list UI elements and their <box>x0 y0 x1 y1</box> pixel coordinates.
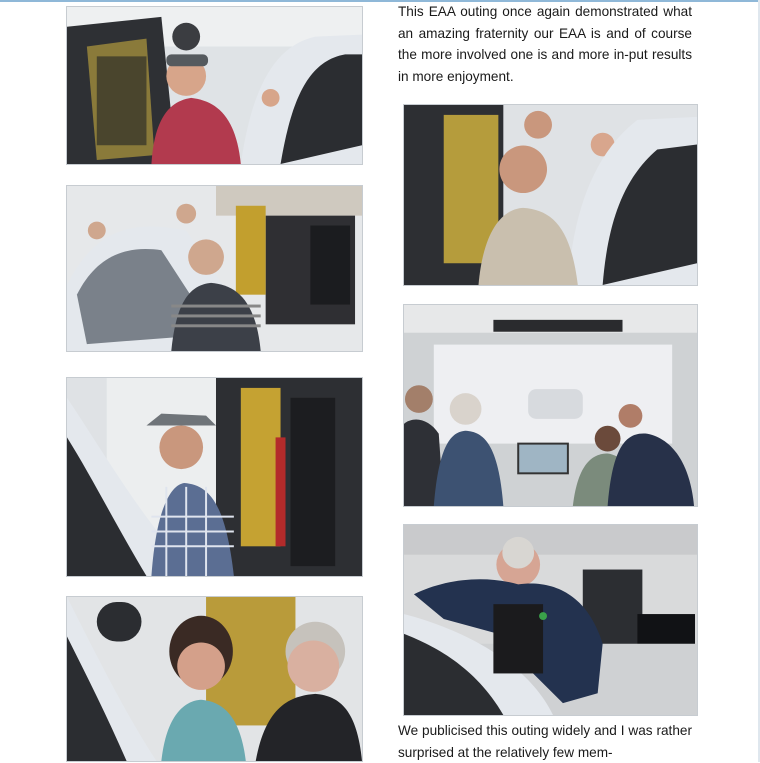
article-paragraph-bottom: We publicised this outing widely and I was rather surprised at the relatively few mem- <box>398 723 692 760</box>
photo-left-1-image <box>67 7 362 164</box>
photo-right-2 <box>403 304 698 507</box>
photo-left-4 <box>66 596 363 762</box>
photo-left-4-image <box>67 597 362 761</box>
photo-right-1-image <box>404 105 697 285</box>
photo-right-2-image <box>404 305 697 506</box>
photo-right-1 <box>403 104 698 286</box>
photo-left-1 <box>66 6 363 165</box>
photo-left-2 <box>66 185 363 352</box>
photo-right-3 <box>403 524 698 716</box>
photo-left-3 <box>66 377 363 577</box>
photo-left-2-image <box>67 186 362 351</box>
photo-right-3-image <box>404 525 697 715</box>
photo-left-3-image <box>67 378 362 576</box>
article-paragraph-top: This EAA outing once again demonstrated what an amazing fraternity our EAA is and of course the more involved one is and more in-put results in more enjoyment. <box>398 4 692 84</box>
